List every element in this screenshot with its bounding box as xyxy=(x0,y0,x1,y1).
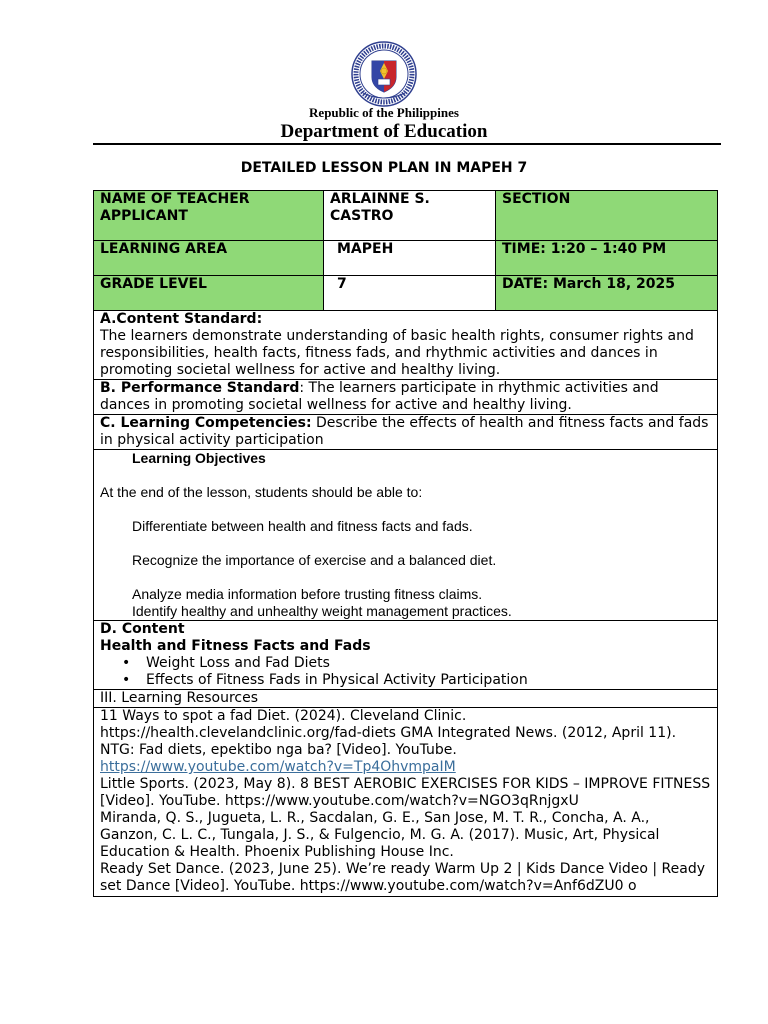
grade-level-label: GRADE LEVEL xyxy=(94,276,324,311)
objective-item: Identify healthy and unhealthy weight management practices. xyxy=(132,603,512,619)
objectives-intro: At the end of the lesson, students should be able to: xyxy=(100,484,423,500)
youtube-link[interactable]: https://www.youtube.com/watch?v=Tp4OhvmpaIM xyxy=(100,759,456,775)
resources-heading: III. Learning Resources xyxy=(94,690,718,708)
competencies-heading: C. Learning Competencies: xyxy=(100,415,312,431)
objective-item: Analyze media information before trusting fitness claims. xyxy=(132,586,483,602)
content-heading: D. Content xyxy=(100,621,185,637)
grade-level-value: 7 xyxy=(324,276,496,311)
department-heading: Department of Education xyxy=(280,121,488,142)
performance-standard-row xyxy=(94,380,718,415)
content-row xyxy=(94,621,718,690)
header-rule xyxy=(93,143,721,145)
objectives-row xyxy=(94,450,718,621)
teacher-row xyxy=(94,191,718,241)
content-standard-row xyxy=(94,311,718,380)
resource-entry: Miranda, Q. S., Jugueta, L. R., Sacdalan, G. E., San Jose, M. T. R., Concha, A. A., Ganzon, C. L. C., Tungala, J. S., & Fulgencio, M. G. A. (2017). Music, Art, Physical Education & Health. Phoenix Publishing House Inc. xyxy=(100,810,660,860)
competencies-text: Describe the effects of health and fitness facts and fads in physical activity participation xyxy=(100,415,709,448)
list-item: • Weight Loss and Fad Diets xyxy=(122,655,330,671)
resources-heading-row xyxy=(94,690,718,708)
teacher-label: NAME OF TEACHER APPLICANT xyxy=(94,191,324,241)
time-value: TIME: 1:20 – 1:40 PM xyxy=(496,241,718,276)
learning-area-label: LEARNING AREA xyxy=(94,241,324,276)
resource-entry: Little Sports. (2023, May 8). 8 BEST AEROBIC EXERCISES FOR KIDS – IMPROVE FITNESS [Video]. YouTube. https://www.youtube.com/watch?v=NGO3qRnjgxU xyxy=(100,776,711,809)
document-title: DETAILED LESSON PLAN IN MAPEH 7 xyxy=(240,160,528,176)
lesson-plan-table xyxy=(93,190,718,897)
competencies-row xyxy=(94,415,718,450)
deped-seal-icon xyxy=(351,41,417,107)
performance-standard-text: : The learners participate in rhythmic activities and dances in promoting societal wellness for active and healthy living. xyxy=(100,380,659,413)
date-value: DATE: March 18, 2025 xyxy=(496,276,718,311)
objective-item: Differentiate between health and fitness facts and fads. xyxy=(132,518,473,534)
content-list xyxy=(100,655,711,689)
content-standard-heading: A.Content Standard: xyxy=(100,311,263,327)
list-item: • Effects of Fitness Fads in Physical Activity Participation xyxy=(122,672,528,688)
objective-item: Recognize the importance of exercise and a balanced diet. xyxy=(132,552,497,568)
content-standard-text: The learners demonstrate understanding of basic health rights, consumer rights and responsibilities, health facts, fitness fads, and rhythmic activities and dances in promoting societal wellness for active and healthy living. xyxy=(100,328,694,378)
resource-entry: 11 Ways to spot a fad Diet. (2024). Cleveland Clinic. https://health.clevelandclinic.org/fad-diets GMA Integrated News. (2012, April 11). NTG: Fad diets, epektibo nga ba? [Video]. YouTube. xyxy=(100,708,677,758)
bullet-icon: • xyxy=(122,672,131,688)
republic-heading: Republic of the Philippines xyxy=(309,105,459,120)
learning-area-row xyxy=(94,241,718,276)
resource-entry: Ready Set Dance. (2023, June 25). We’re ready Warm Up 2 | Kids Dance Video | Ready set Dance [Video]. YouTube. https://www.youtube.com/watch?v=Anf6dZU0 o xyxy=(100,861,705,894)
learning-area-value: MAPEH xyxy=(324,241,496,276)
resources-row xyxy=(94,708,718,897)
bullet-icon: • xyxy=(122,655,131,671)
section-label: SECTION xyxy=(496,191,718,241)
content-subheading: Health and Fitness Facts and Fads xyxy=(100,638,371,654)
performance-standard-heading: B. Performance Standard xyxy=(100,380,300,396)
grade-level-row xyxy=(94,276,718,311)
teacher-value: ARLAINNE S. CASTRO xyxy=(324,191,496,241)
objectives-heading: Learning Objectives xyxy=(132,450,266,466)
